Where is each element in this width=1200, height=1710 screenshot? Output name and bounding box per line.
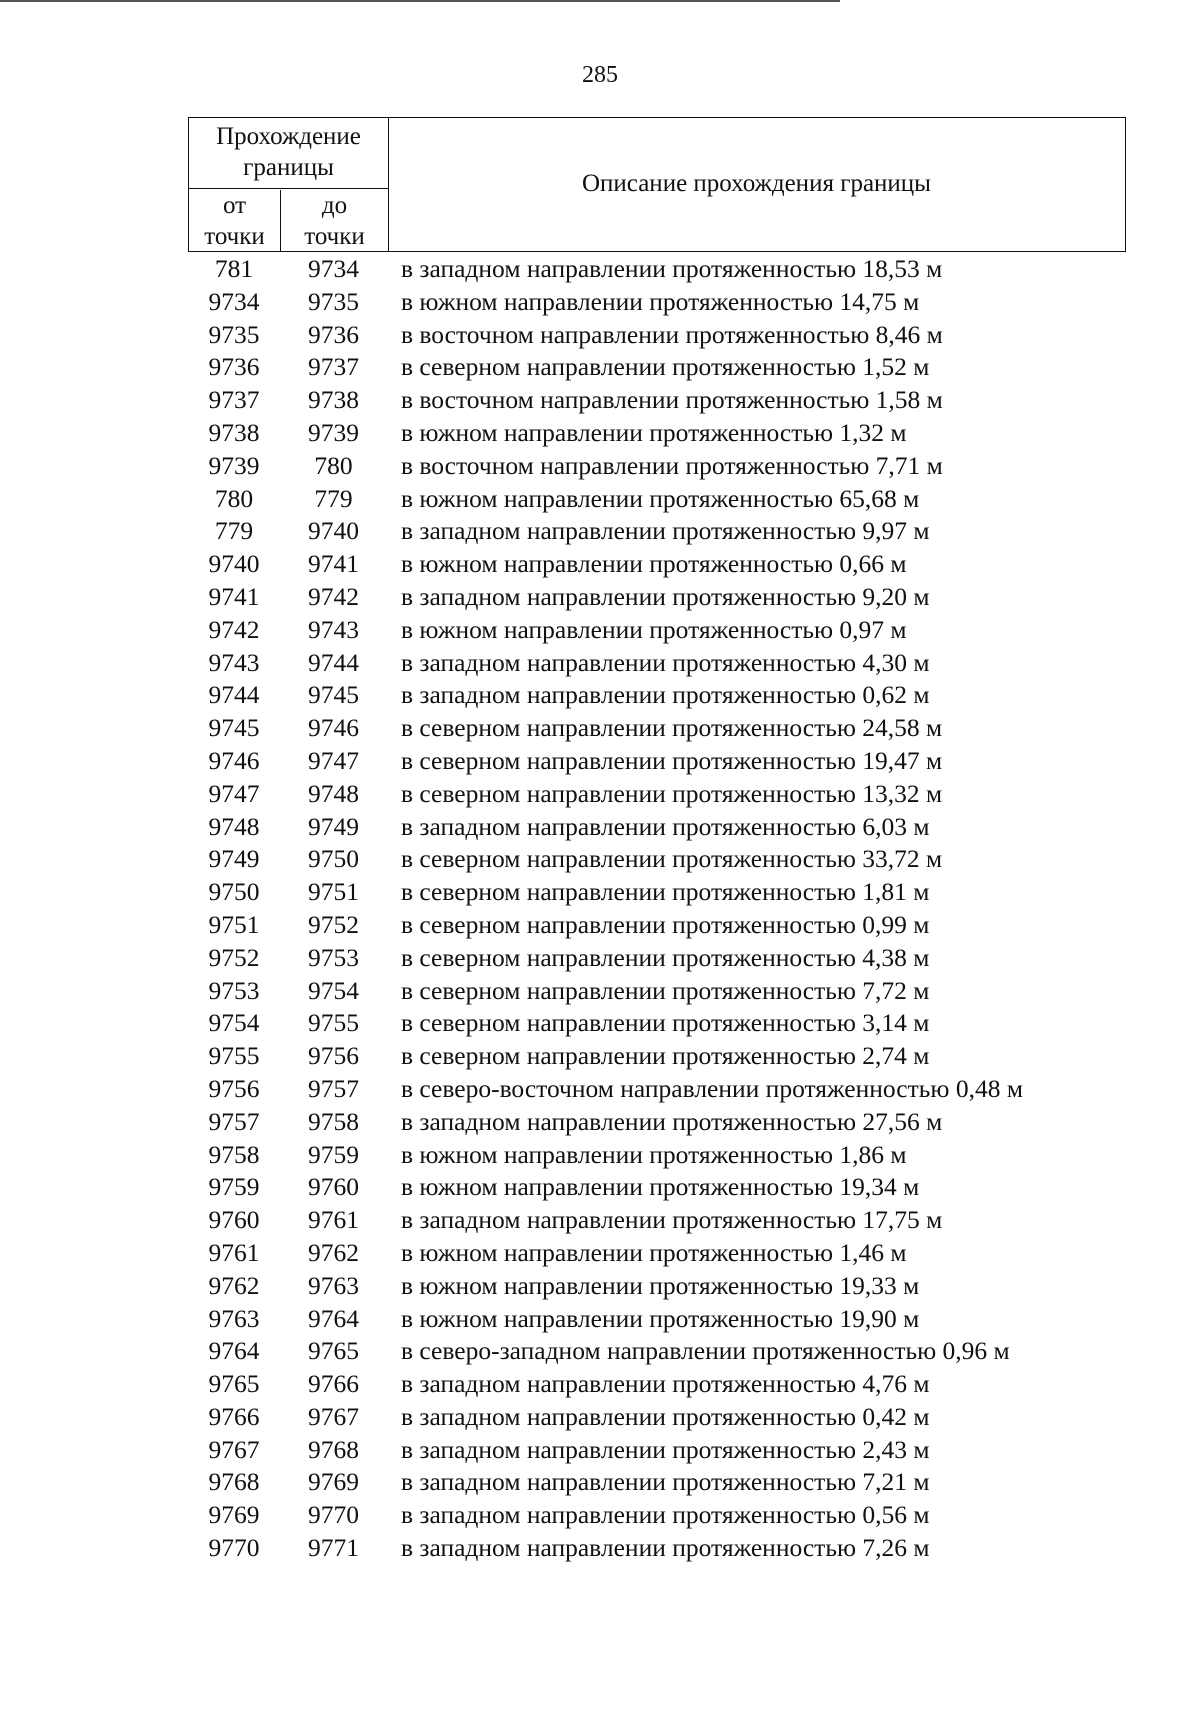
row-to-point: 9746 (308, 713, 359, 743)
table-row (188, 1466, 1126, 1499)
header-group-label (189, 121, 388, 183)
header-from-line2: точки (204, 223, 265, 250)
row-from-point: 9755 (208, 1041, 260, 1071)
table-row (188, 1303, 1126, 1336)
row-to-point: 9736 (308, 319, 359, 349)
row-to-point: 9771 (308, 1533, 359, 1563)
row-from-point: 9746 (208, 745, 260, 775)
table-row (188, 1368, 1126, 1401)
row-to-point: 9763 (308, 1270, 359, 1300)
row-to-point: 9753 (308, 942, 359, 972)
row-to-point: 9741 (308, 549, 359, 579)
row-to-point: 9766 (308, 1369, 359, 1399)
row-from-point: 9744 (208, 680, 260, 710)
row-description: в западном направлении протяженностью 27,56 м (401, 1106, 943, 1136)
row-description: в южном направлении протяженностью 0,97 м (401, 614, 907, 644)
table-row (188, 811, 1126, 844)
table-row (188, 1040, 1126, 1073)
row-description: в западном направлении протяженностью 18,53 м (401, 254, 943, 283)
row-from-point: 9751 (208, 909, 260, 939)
header-from-point (189, 190, 280, 252)
table-row (188, 1073, 1126, 1106)
table-row (188, 647, 1126, 680)
header-description: Описание прохождения границы (582, 170, 931, 197)
table-row (188, 679, 1126, 712)
row-from-point: 9735 (208, 319, 260, 349)
row-from-point: 9766 (208, 1401, 260, 1431)
table-row (188, 876, 1126, 909)
row-from-point: 9749 (208, 844, 260, 874)
row-to-point: 9759 (308, 1139, 359, 1169)
header-group-label-line2: границы (243, 154, 334, 181)
row-description: в северо-восточном направлении протяженностью 0,48 м (401, 1073, 1023, 1103)
table-row (188, 1532, 1126, 1565)
row-description: в западном направлении протяженностью 6,03 м (401, 811, 930, 841)
table-row (188, 1007, 1126, 1040)
row-from-point: 779 (214, 516, 254, 546)
row-description: в западном направлении протяженностью 4,30 м (401, 647, 930, 677)
row-from-point: 9738 (208, 417, 260, 447)
row-description: в западном направлении протяженностью 0,42 м (401, 1401, 930, 1431)
table-row (188, 515, 1126, 548)
table-row (188, 1204, 1126, 1237)
row-from-point: 9750 (208, 877, 260, 907)
row-from-point: 9765 (208, 1369, 260, 1399)
row-description: в южном направлении протяженностью 0,66 м (401, 549, 907, 579)
row-from-point: 781 (214, 254, 254, 283)
row-description: в южном направлении протяженностью 14,75 м (401, 286, 920, 316)
table-row (188, 1434, 1126, 1467)
row-to-point: 9739 (308, 417, 359, 447)
table-row (188, 483, 1126, 516)
row-from-point: 9763 (208, 1303, 260, 1333)
row-from-point: 9742 (208, 614, 260, 644)
row-to-point: 9740 (308, 516, 359, 546)
table-row (188, 417, 1126, 450)
table-row (188, 253, 1126, 286)
page-number: 285 (582, 62, 618, 88)
row-to-point: 9768 (308, 1434, 359, 1464)
row-from-point: 9761 (208, 1237, 260, 1267)
row-description: в северном направлении протяженностью 4,38 м (401, 942, 930, 972)
table-body (188, 253, 1126, 1565)
row-to-point: 9743 (308, 614, 359, 644)
row-from-point: 9753 (208, 975, 260, 1005)
row-to-point: 9770 (308, 1500, 359, 1530)
row-from-point: 9758 (208, 1139, 260, 1169)
row-from-point: 9745 (208, 713, 260, 743)
table-row (188, 286, 1126, 319)
row-from-point: 9767 (208, 1434, 260, 1464)
row-description: в западном направлении протяженностью 7,26 м (401, 1533, 930, 1563)
scan-edge (0, 0, 1200, 2)
table-row (188, 319, 1126, 352)
row-from-point: 9754 (208, 1008, 260, 1038)
row-from-point: 780 (214, 483, 254, 513)
row-to-point: 9754 (308, 975, 359, 1005)
row-from-point: 9768 (208, 1467, 260, 1497)
row-description: в западном направлении протяженностью 4,76 м (401, 1369, 930, 1399)
row-description: в западном направлении протяженностью 9,97 м (401, 516, 930, 546)
table-row (188, 1401, 1126, 1434)
row-description: в северном направлении протяженностью 1,81 м (401, 877, 930, 907)
header-to-line2: точки (304, 223, 365, 250)
row-description: в западном направлении протяженностью 0,56 м (401, 1500, 930, 1530)
row-description: в северном направлении протяженностью 33,72 м (401, 844, 943, 874)
row-description: в западном направлении протяженностью 7,21 м (401, 1467, 930, 1497)
table-row (188, 1237, 1126, 1270)
row-to-point: 9750 (308, 844, 359, 874)
row-to-point: 9737 (308, 352, 359, 382)
row-to-point: 9748 (308, 778, 359, 808)
table-row (188, 1171, 1126, 1204)
row-description: в южном направлении протяженностью 19,90 м (401, 1303, 920, 1333)
row-to-point: 9735 (308, 286, 359, 316)
row-description: в южном направлении протяженностью 19,33 м (401, 1270, 920, 1300)
table-row (188, 843, 1126, 876)
row-to-point: 9734 (308, 254, 359, 283)
row-from-point: 9747 (208, 778, 260, 808)
row-from-point: 9736 (208, 352, 260, 382)
row-to-point: 9762 (308, 1237, 359, 1267)
row-from-point: 9770 (208, 1533, 260, 1563)
header-group-underline (189, 188, 388, 189)
row-description: в западном направлении протяженностью 2,43 м (401, 1434, 930, 1464)
header-from-line1: от (222, 192, 247, 219)
row-description: в северном направлении протяженностью 24,58 м (401, 713, 943, 743)
header-group-label-line1: Прохождение (216, 123, 361, 150)
row-description: в северо-западном направлении протяженностью 0,96 м (401, 1336, 1010, 1366)
table-row (188, 909, 1126, 942)
table-row (188, 778, 1126, 811)
table-row (188, 581, 1126, 614)
row-to-point: 9751 (308, 877, 359, 907)
row-from-point: 9752 (208, 942, 260, 972)
row-from-point: 9762 (208, 1270, 260, 1300)
row-from-point: 9759 (208, 1172, 260, 1202)
row-from-point: 9760 (208, 1205, 260, 1235)
header-to-line1: до (321, 192, 348, 219)
row-description: в северном направлении протяженностью 19,47 м (401, 745, 943, 775)
header-to-point (281, 190, 388, 252)
row-from-point: 9764 (208, 1336, 260, 1366)
row-to-point: 9761 (308, 1205, 359, 1235)
row-to-point: 9744 (308, 647, 359, 677)
row-to-point: 9758 (308, 1106, 359, 1136)
row-to-point: 9767 (308, 1401, 359, 1431)
table-row (188, 548, 1126, 581)
row-to-point: 780 (314, 450, 353, 480)
table-row (188, 942, 1126, 975)
row-description: в восточном направлении протяженностью 8,46 м (401, 319, 943, 349)
row-description: в северном направлении протяженностью 3,14 м (401, 1008, 930, 1038)
row-to-point: 9745 (308, 680, 359, 710)
row-description: в восточном направлении протяженностью 1,58 м (401, 385, 943, 415)
table-row (188, 384, 1126, 417)
table-row (188, 1106, 1126, 1139)
row-from-point: 9734 (208, 286, 260, 316)
row-from-point: 9748 (208, 811, 260, 841)
row-description: в южном направлении протяженностью 1,32 м (401, 417, 907, 447)
row-from-point: 9740 (208, 549, 260, 579)
row-to-point: 779 (314, 483, 353, 513)
table-row (188, 1139, 1126, 1172)
row-description: в западном направлении протяженностью 17,75 м (401, 1205, 943, 1235)
row-description: в западном направлении протяженностью 9,20 м (401, 581, 930, 611)
row-to-point: 9755 (308, 1008, 359, 1038)
table-header (188, 117, 1126, 252)
row-to-point: 9752 (308, 909, 359, 939)
row-description: в северном направлении протяженностью 0,99 м (401, 909, 930, 939)
row-description: в западном направлении протяженностью 0,62 м (401, 680, 930, 710)
row-description: в северном направлении протяженностью 1,52 м (401, 352, 930, 382)
row-to-point: 9749 (308, 811, 359, 841)
table-row (188, 712, 1126, 745)
row-to-point: 9760 (308, 1172, 359, 1202)
row-from-point: 9737 (208, 385, 260, 415)
row-description: в южном направлении протяженностью 65,68 м (401, 483, 920, 513)
row-from-point: 9756 (208, 1073, 260, 1103)
table-row (188, 975, 1126, 1008)
row-from-point: 9739 (208, 450, 260, 480)
row-to-point: 9747 (308, 745, 359, 775)
row-description: в восточном направлении протяженностью 7,71 м (401, 450, 943, 480)
row-description: в северном направлении протяженностью 7,72 м (401, 975, 930, 1005)
table-row (188, 1335, 1126, 1368)
row-to-point: 9769 (308, 1467, 359, 1497)
row-description: в южном направлении протяженностью 19,34 м (401, 1172, 920, 1202)
row-description: в южном направлении протяженностью 1,86 м (401, 1139, 907, 1169)
table-row (188, 745, 1126, 778)
table-row (188, 1270, 1126, 1303)
row-from-point: 9757 (208, 1106, 260, 1136)
row-description: в северном направлении протяженностью 2,74 м (401, 1041, 930, 1071)
row-to-point: 9756 (308, 1041, 359, 1071)
row-from-point: 9741 (208, 581, 260, 611)
row-to-point: 9764 (308, 1303, 359, 1333)
row-to-point: 9742 (308, 581, 359, 611)
table-row (188, 1499, 1126, 1532)
row-to-point: 9757 (308, 1073, 359, 1103)
row-from-point: 9743 (208, 647, 260, 677)
row-to-point: 9765 (308, 1336, 359, 1366)
row-description: в северном направлении протяженностью 13,32 м (401, 778, 943, 808)
table-row (188, 614, 1126, 647)
row-to-point: 9738 (308, 385, 359, 415)
table-row (188, 351, 1126, 384)
row-from-point: 9769 (208, 1500, 260, 1530)
row-description: в южном направлении протяженностью 1,46 м (401, 1237, 907, 1267)
table-row (188, 450, 1126, 483)
